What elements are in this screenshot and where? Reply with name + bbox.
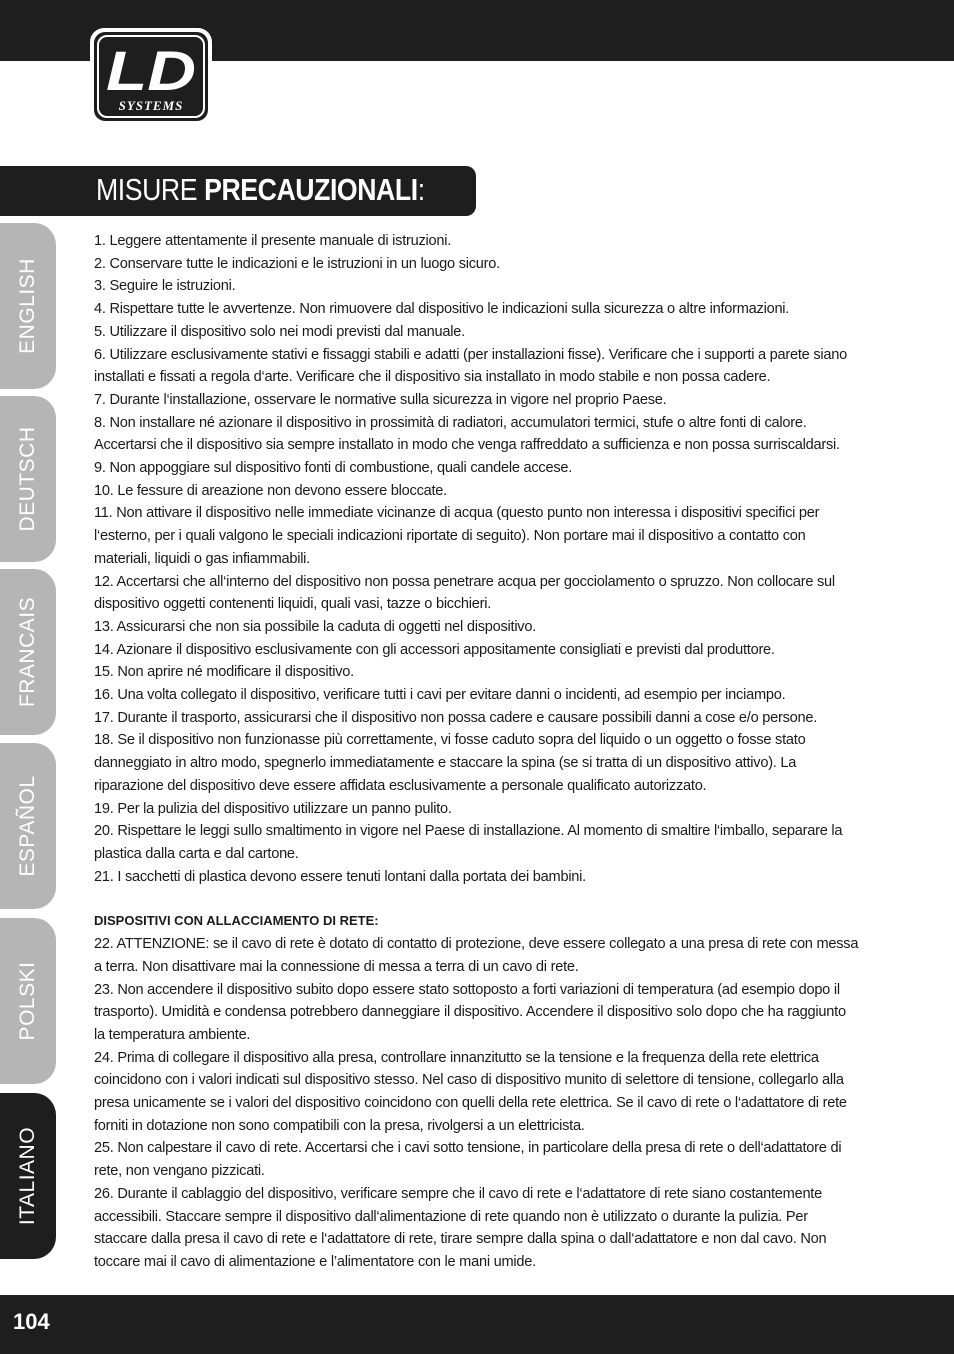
subheading: DISPOSITIVI CON ALLACCIAMENTO DI RETE: [94, 913, 379, 929]
list-item: 3. Seguire le istruzioni. [94, 278, 236, 295]
list-item: 16. Una volta collegato il dispositivo, verificare tutti i cavi per evitare danni o incidenti, ad esempio per inciampo. [94, 687, 786, 704]
list-item: 15. Non aprire né modificare il dispositivo. [94, 664, 354, 681]
list-item: 6. Utilizzare esclusivamente stativi e fissaggi stabili e adatti (per installazioni fisse). Verificare che i supporti a parete siano installati e fissati a regola d‘arte. Verificare che il dispositivo sia installato in modo stabile e non possa cadere. [94, 346, 847, 386]
ld-systems-logo [90, 28, 212, 125]
list-item: 7. Durante l‘installazione, osservare le normative sulla sicurezza in vigore nel proprio Paese. [94, 391, 667, 408]
bottom-bar [0, 1295, 954, 1354]
tab-espanol[interactable]: ESPAÑOL [0, 743, 56, 909]
list-item: 11. Non attivare il dispositivo nelle immediate vicinanze di acqua (questo punto non interessa i dispositivi specifici per l‘esterno, per i quali valgono le speciali indicazioni riportate di seguito). Non portare mai il dispositivo a contatto con materiali, liquidi o gas infiammabili. [94, 505, 820, 567]
list-item: 26. Durante il cablaggio del dispositivo, verificare sempre che il cavo di rete e l‘adattatore di rete siano costantemente accessibili. Staccare sempre il dispositivo dall‘alimentazione di rete quando non è utilizzato o durante la pulizia. Per staccare dalla presa il cavo di rete e l‘adattatore di rete, tirare sempre dalla spina o dall‘adattatore e non dal cavo. Non toccare mai il cavo di alimentazione e l’alimentatore con le mani umide. [94, 1185, 827, 1270]
list-item: 20. Rispettare le leggi sullo smaltimento in vigore nel Paese di installazione. Al momento di smaltire l‘imballo, separare la plastica dalla carta e dal cartone. [94, 823, 843, 862]
list-item: 24. Prima di collegare il dispositivo alla presa, controllare innanzitutto se la tensione e la frequenza della rete elettrica coincidono con i valori indicati sul dispositivo stesso. Nel caso di dispositivo munito di selettore di tensione, collegarlo alla presa unicamente se i valori del dispositivo coincidono con quelli della rete elettrica. Se il cavo di rete o l‘adattatore di rete forniti in dotazione non sono compatibili con la presa, rivolgersi a un elettricista. [94, 1049, 847, 1134]
list-item: 17. Durante il trasporto, assicurarsi che il dispositivo non possa cadere e causare possibili danni a cose e/o persone. [94, 709, 818, 726]
list-item: 18. Se il dispositivo non funzionasse più correttamente, vi fosse caduto sopra del liquido o un oggetto o fosse stato danneggiato in altro modo, spegnerlo immediatamente e staccare la spina (se si tratta di un dispositivo attivo). La riparazione del dispositivo deve essere affidata esclusivamente a personale qualificato autorizzato. [94, 732, 806, 794]
tab-english[interactable]: ENGLISH [0, 223, 56, 389]
tab-polski[interactable]: POLSKI [0, 918, 56, 1084]
logo-subtext: SYSTEMS [118, 98, 184, 113]
section-title-bar [0, 166, 476, 216]
page-number: 104 [13, 1309, 50, 1334]
list-item: 2. Conservare tutte le indicazioni e le istruzioni in un luogo sicuro. [94, 255, 500, 272]
list-item: 14. Azionare il dispositivo esclusivamente con gli accessori appositamente consigliati e previsti dal produttore. [94, 641, 775, 658]
tab-italiano[interactable]: ITALIANO [0, 1093, 56, 1259]
list-item: 4. Rispettare tutte le avvertenze. Non rimuovere dal dispositivo le indicazioni sulla sicurezza o altre informazioni. [94, 301, 790, 318]
list-item: 12. Accertarsi che all‘interno del dispositivo non possa penetrare acqua per gocciolamento o spruzzo. Non collocare sul dispositivo oggetti contenenti liquidi, quali vasi, tazze o bicchieri. [94, 573, 835, 613]
list-item: 23. Non accendere il dispositivo subito dopo essere stato sottoposto a forti variazioni di temperatura (ad esempio dopo il trasporto). Umidità e condensa potrebbero danneggiare il dispositivo. Accendere il dispositivo solo dopo che ha raggiunto la temperatura ambiente. [94, 981, 846, 1043]
list-item: 1. Leggere attentamente il presente manuale di istruzioni. [94, 233, 452, 249]
list-item: 21. I sacchetti di plastica devono essere tenuti lontani dalla portata dei bambini. [94, 868, 586, 885]
precautions-list [94, 230, 860, 1274]
list-item: 8. Non installare né azionare il dispositivo in prossimità di radiatori, accumulatori termici, stufe o altre fonti di calore. Accertarsi che il dispositivo sia sempre installato in modo che venga raffreddato a sufficienza e non possa surriscaldarsi. [94, 414, 840, 454]
list-item: 19. Per la pulizia del dispositivo utilizzare un panno pulito. [94, 800, 452, 817]
list-item: 13. Assicurarsi che non sia possibile la caduta di oggetti nel dispositivo. [94, 618, 537, 635]
tab-francais[interactable]: FRANCAIS [0, 569, 56, 735]
list-item: 25. Non calpestare il cavo di rete. Accertarsi che i cavi sotto tensione, in particolare della presa di rete o dell‘adattatore di rete, non vengano pizzicati. [94, 1140, 842, 1180]
logo-text: LD [106, 39, 196, 102]
tab-deutsch[interactable]: DEUTSCH [0, 396, 56, 562]
list-item: 22. ATTENZIONE: se il cavo di rete è dotato di contatto di protezione, deve essere collegato a una presa di rete con messa a terra. Non disattivare mai la connessione di messa a terra di un cavo di rete. [94, 936, 859, 975]
list-item: 9. Non appoggiare sul dispositivo fonti di combustione, quali candele accese. [94, 460, 573, 477]
list-item: 10. Le fessure di areazione non devono essere bloccate. [94, 482, 447, 499]
list-item: 5. Utilizzare il dispositivo solo nei modi previsti dal manuale. [94, 323, 465, 340]
page-title: MISURE PRECAUZIONALI: [96, 172, 425, 207]
